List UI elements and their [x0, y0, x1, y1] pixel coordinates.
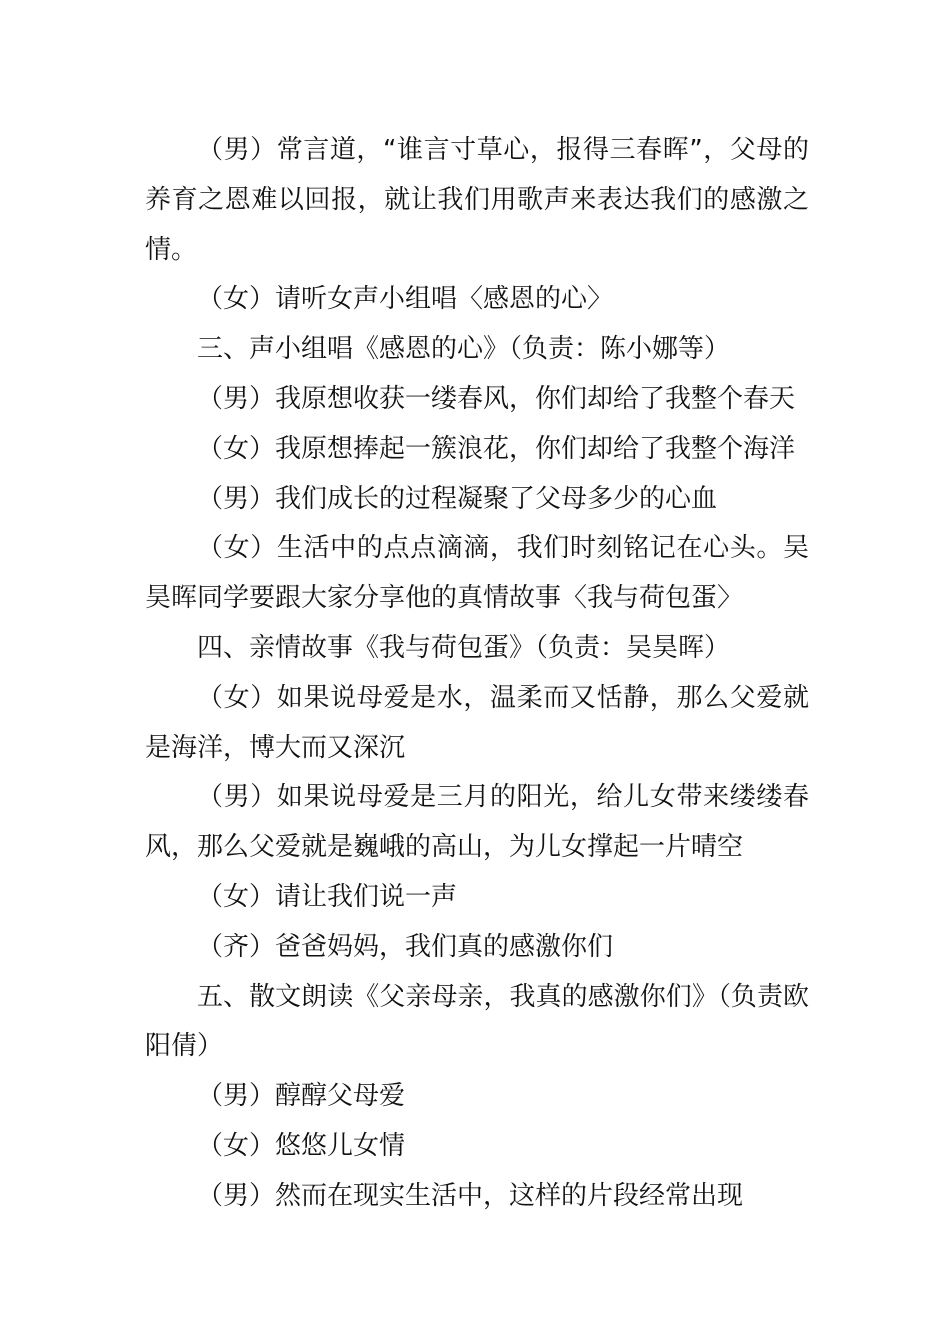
paragraph-4: （男）我原想收获一缕春风，你们却给了我整个春天 — [197, 383, 796, 414]
paragraph-16: （男）然而在现实生活中，这样的片段经常出现 — [197, 1180, 744, 1211]
paragraph-1: （男）常言道，“谁言寸草心，报得三春晖”，父母的养育之恩难以回报，就让我们用歌声来表达我们的感激之情。 — [145, 135, 809, 265]
paragraph-6: （男）我们成长的过程凝聚了父母多少的心血 — [197, 483, 718, 514]
paragraph-5: （女）我原想捧起一簇浪花，你们却给了我整个海洋 — [197, 433, 796, 464]
paragraph-10: （男）如果说母爱是三月的阳光，给儿女带来缕缕春风，那么父爱就是巍峨的高山，为儿女撑起一片晴空 — [145, 782, 809, 863]
section-heading-3: 三、声小组唱《感恩的心》（负责：陈小娜等） — [197, 334, 731, 365]
paragraph-15: （女）悠悠儿女情 — [197, 1130, 406, 1161]
paragraph-7: （女）生活中的点点滴滴，我们时刻铭记在心头。吴昊晖同学要跟大家分享他的真情故事〈我与荷包蛋〉 — [145, 533, 809, 614]
paragraph-2: （女）请听女声小组唱〈感恩的心〉 — [197, 284, 614, 315]
paragraph-12: （齐）爸爸妈妈，我们真的感激你们 — [197, 931, 614, 962]
paragraph-11: （女）请让我们说一声 — [197, 881, 458, 912]
section-heading-4: 四、亲情故事《我与荷包蛋》（负责：吴昊晖） — [197, 632, 731, 663]
document-body — [145, 126, 809, 1222]
paragraph-14: （男）醇醇父母爱 — [197, 1081, 406, 1112]
paragraph-9: （女）如果说母爱是水，温柔而又恬静，那么父爱就是海洋，博大而又深沉 — [145, 682, 809, 763]
section-heading-5: 五、散文朗读《父亲母亲，我真的感激你们》（负责欧阳倩） — [145, 981, 809, 1062]
